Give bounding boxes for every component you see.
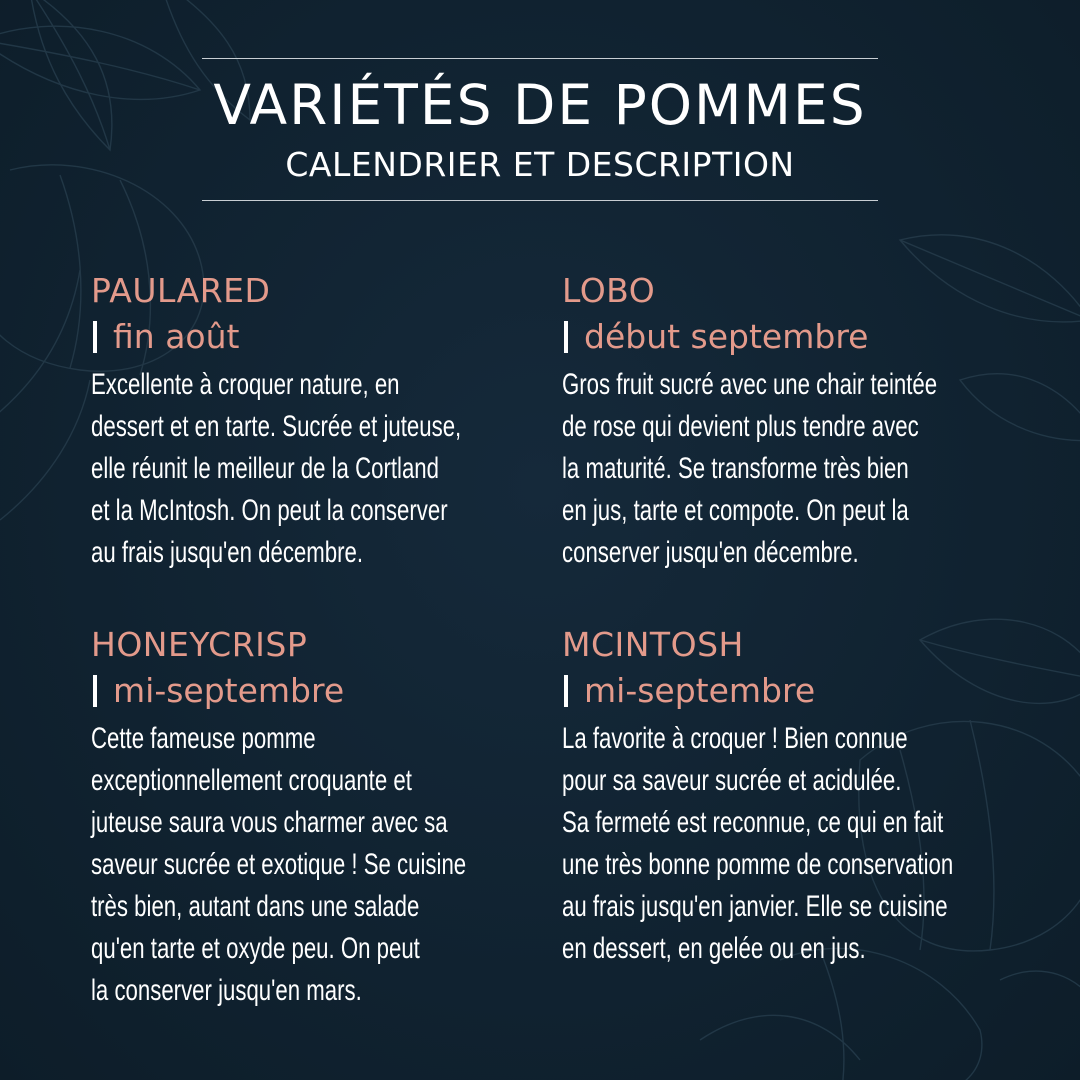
variety-period xyxy=(91,668,561,714)
page-subtitle: CALENDRIER ET DESCRIPTION xyxy=(285,145,795,184)
period-bar-icon xyxy=(93,675,97,707)
variety-period-text: fin août xyxy=(113,317,240,356)
variety-period-text: mi-septembre xyxy=(584,671,816,710)
variety-period-text: début septembre xyxy=(584,317,869,356)
period-bar-icon xyxy=(93,321,97,353)
variety-description: La favorite à croquer ! Bien connue pour sa saveur sucrée et acidulée. Sa fermeté est reconnue, ce qui en fait une très bonne pomme de conservation au frais jusqu'en janvier. Elle se cuisine en dessert, en gelée ou en jus. xyxy=(562,722,954,965)
variety-name: PAULARED xyxy=(91,271,271,310)
period-bar-icon xyxy=(564,321,568,353)
variety-period xyxy=(562,314,1032,360)
variety-paulared xyxy=(91,268,561,574)
page-title: VARIÉTÉS DE POMMES xyxy=(213,73,867,137)
variety-period-text: mi-septembre xyxy=(113,671,345,710)
variety-description: Cette fameuse pomme exceptionnellement croquante et juteuse saura vous charmer avec sa saveur sucrée et exotique ! Se cuisine très bien, autant dans une salade qu'en tarte et oxyde peu. On peut la conserver jusqu'en mars. xyxy=(91,722,467,1007)
top-divider xyxy=(202,58,878,59)
period-bar-icon xyxy=(564,675,568,707)
bottom-divider xyxy=(202,200,878,201)
variety-honeycrisp xyxy=(91,622,561,1012)
variety-description: Gros fruit sucré avec une chair teintée de rose qui devient plus tendre avec la maturité. Se transforme très bien en jus, tarte et compote. On peut la conserver jusqu'en décembre. xyxy=(562,368,938,569)
variety-mcintosh xyxy=(562,622,1032,970)
variety-name: LOBO xyxy=(562,271,656,310)
variety-period xyxy=(91,314,561,360)
variety-name: MCINTOSH xyxy=(562,625,744,664)
variety-name: HONEYCRISP xyxy=(91,625,308,664)
variety-period xyxy=(562,668,1032,714)
variety-description: Excellente à croquer nature, en dessert et en tarte. Sucrée et juteuse, elle réunit le meilleur de la Cortland et la McIntosh. On peut la conserver au frais jusqu'en décembre. xyxy=(91,368,462,569)
variety-lobo xyxy=(562,268,1032,574)
